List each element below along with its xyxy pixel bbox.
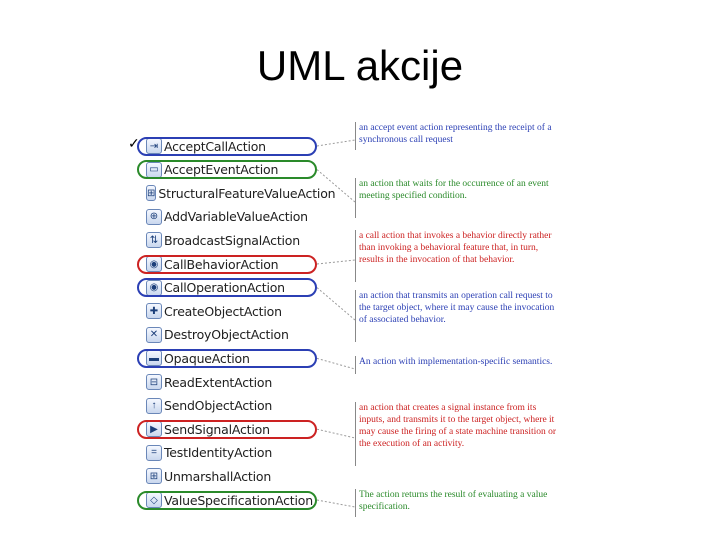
create-object-icon: ✚ — [146, 303, 162, 319]
action-label: AcceptEventAction — [164, 162, 279, 178]
action-label: UnmarshallAction — [164, 468, 272, 484]
highlight-oval — [137, 137, 317, 156]
action-description: an accept event action representing the receipt of a synchronous call request — [359, 123, 552, 145]
unmarshall-icon: ⊞ — [146, 468, 162, 484]
highlight-oval — [137, 160, 317, 179]
connector-line — [317, 358, 355, 369]
connector-line — [317, 140, 355, 146]
highlight-oval — [137, 349, 317, 368]
action-label: SendObjectAction — [164, 398, 273, 414]
selected-check-icon: ✓ — [128, 135, 140, 151]
action-description: an action that waits for the occurrence of an event meeting specified condition. — [359, 179, 549, 201]
action-label: DestroyObjectAction — [164, 327, 289, 343]
highlight-oval — [137, 420, 317, 439]
action-label: TestIdentityAction — [164, 445, 273, 461]
structural-feature-icon: ⊞ — [146, 185, 156, 201]
send-object-icon: ↑ — [146, 398, 162, 414]
call-behavior-icon: ◉ — [146, 256, 162, 272]
action-label: SendSignalAction — [164, 421, 270, 437]
action-description: an action that transmits an operation call request to the target object, where it may cause the invocation of associated behavior. — [359, 291, 555, 325]
broadcast-signal-icon: ⇅ — [146, 232, 162, 248]
connector-line — [317, 170, 355, 202]
action-label: OpaqueAction — [164, 350, 250, 366]
action-description: An action with implementation-specific semantics. — [359, 357, 553, 367]
action-label: CallOperationAction — [164, 280, 285, 296]
send-signal-icon: ▶ — [146, 421, 162, 437]
connector-line — [317, 260, 355, 264]
value-specification-icon: ◇ — [146, 492, 162, 508]
highlight-oval — [137, 255, 317, 274]
action-label: ReadExtentAction — [164, 374, 273, 390]
action-label: AcceptCallAction — [164, 138, 266, 154]
accept-event-icon: ▭ — [146, 162, 162, 178]
connector-line — [317, 288, 355, 320]
action-description: a call action that invokes a behavior directly rather than invoking a behavioral feature that, in turn, results in the invocation of that behavior. — [359, 231, 552, 265]
accept-call-icon: ⇥ — [146, 138, 162, 154]
connector-line — [317, 429, 355, 438]
connector-line — [317, 500, 355, 507]
call-operation-icon: ◉ — [146, 280, 162, 296]
read-extent-icon: ⊟ — [146, 374, 162, 390]
action-label: CreateObjectAction — [164, 303, 282, 319]
action-label: BroadcastSignalAction — [164, 232, 300, 248]
highlight-oval — [137, 278, 317, 297]
action-label: CallBehaviorAction — [164, 256, 279, 272]
action-description: The action returns the result of evaluating a value specification. — [359, 490, 548, 512]
action-label: ValueSpecificationAction — [164, 492, 313, 508]
action-label: StructuralFeatureValueAction — [158, 185, 336, 201]
action-description: an action that creates a signal instance from its inputs, and transmits it to the target object, where it may cause the firing of a state machine transition or the execution of an activity. — [359, 403, 557, 449]
action-label: AddVariableValueAction — [164, 209, 308, 225]
opaque-action-icon: ▬ — [146, 350, 162, 366]
add-variable-icon: ⊕ — [146, 209, 162, 225]
page-title: UML akcije — [256, 42, 464, 89]
test-identity-icon: = — [146, 445, 162, 461]
highlight-oval — [137, 491, 317, 510]
destroy-object-icon: ✕ — [146, 327, 162, 343]
